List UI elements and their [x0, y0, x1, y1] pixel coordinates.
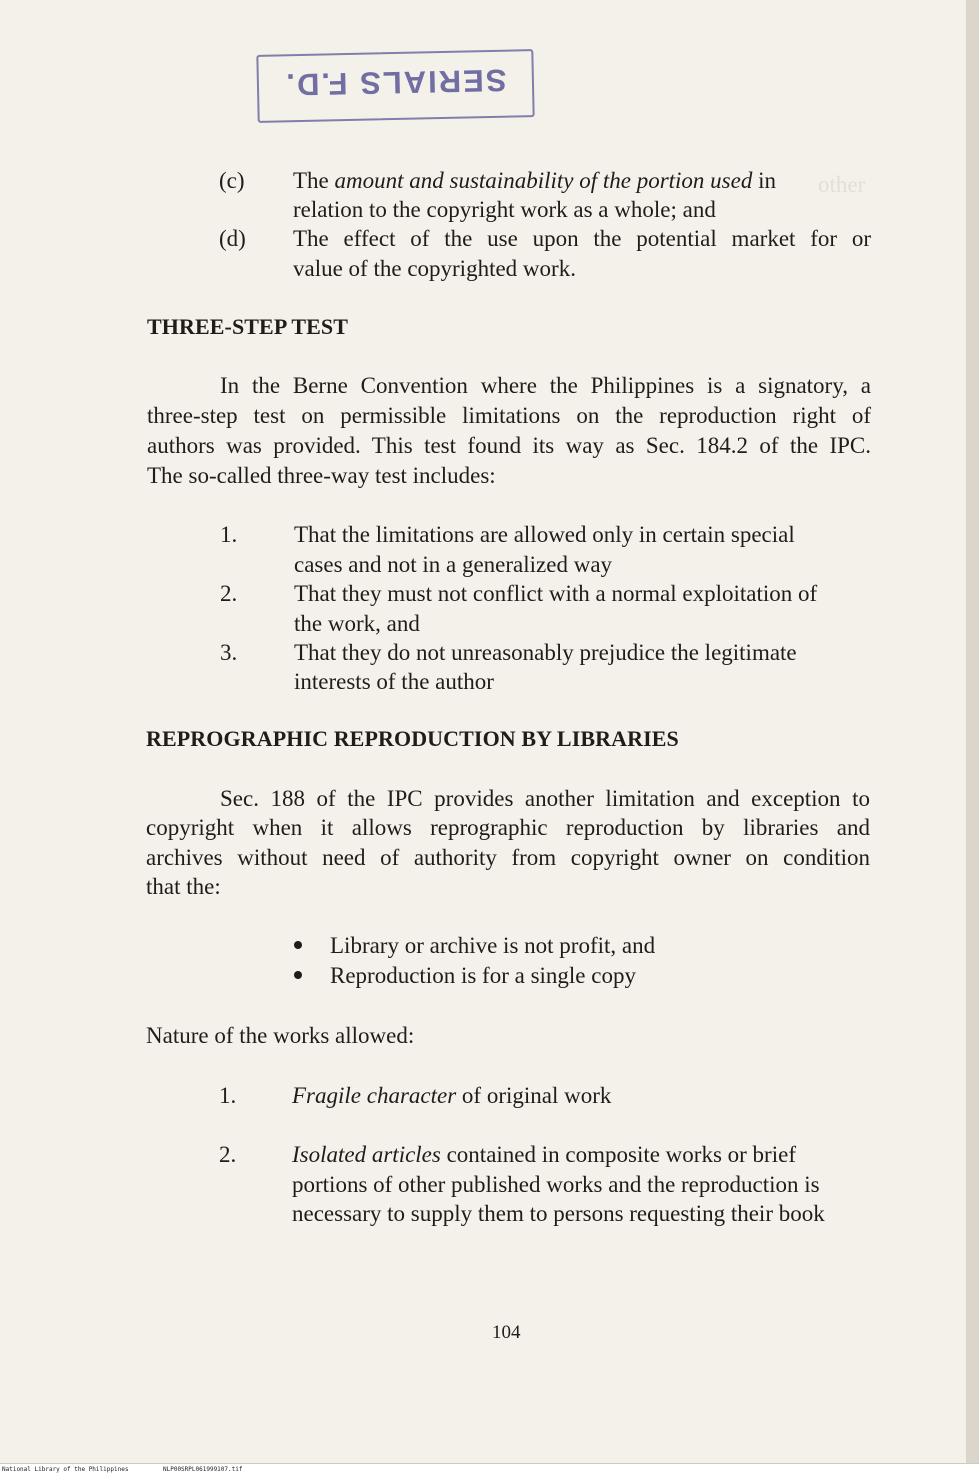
footer-file-name: NLP00SRPL061999107.tif: [163, 1466, 243, 1473]
bleed-through-text: other: [818, 172, 866, 197]
three-step-para-line-3: authors was provided. This test found its way as Sec. 184.2 of the IPC.: [147, 433, 871, 458]
three-step-item-2-num: 2.: [220, 581, 238, 606]
bullet-icon: [294, 971, 302, 979]
three-step-item-1-num: 1.: [220, 522, 238, 547]
repro-item-2-line3: necessary to supply them to persons requesting their book: [292, 1201, 825, 1226]
repro-para-line-4: that the:: [146, 874, 221, 899]
reprographic-heading: REPROGRAPHIC REPRODUCTION BY LIBRARIES: [146, 726, 679, 751]
item-c-line1: The amount and sustainability of the portion used in: [293, 168, 776, 193]
repro-para-line-1: Sec. 188 of the IPC provides another limitation and exception to: [220, 786, 870, 811]
three-step-item-3-line1: That they do not unreasonably prejudice the legitimate: [294, 640, 797, 665]
page-edge: [966, 0, 979, 1464]
nature-label: Nature of the works allowed:: [146, 1023, 415, 1048]
three-step-item-2-line1: That they must not conflict with a normal exploitation of: [294, 581, 818, 606]
repro-bullet-2: Reproduction is for a single copy: [330, 963, 636, 988]
repro-item-2-line2: portions of other published works and the reproduction is: [292, 1172, 820, 1197]
three-step-item-1-line2: cases and not in a generalized way: [294, 552, 613, 577]
three-step-item-3-num: 3.: [220, 640, 238, 665]
three-step-heading: THREE-STEP TEST: [147, 314, 349, 339]
item-d-line2: value of the copyrighted work.: [293, 256, 576, 281]
three-step-item-1-line1: That the limitations are allowed only in certain special: [294, 522, 795, 547]
stamp-text: SERIALS F.D.: [284, 62, 507, 103]
repro-item-2-num: 2.: [219, 1142, 237, 1167]
three-step-para-line-2: three-step test on permissible limitations on the reproduction right of: [147, 403, 871, 428]
three-step-item-3-line2: interests of the author: [294, 669, 494, 694]
item-d-marker: (d): [219, 226, 246, 251]
footer-library-name: National Library of the Philippines: [2, 1466, 129, 1473]
repro-para-line-2: copyright when it allows reprographic reproduction by libraries and: [146, 815, 870, 840]
scan-footer: [0, 1463, 979, 1477]
bullet-icon: [294, 941, 302, 949]
repro-item-1-num: 1.: [219, 1083, 237, 1108]
three-step-para-line-1: In the Berne Convention where the Philippines is a signatory, a: [220, 373, 871, 398]
item-c-marker: (c): [219, 168, 245, 193]
repro-item-2-line1: Isolated articles contained in composite works or brief: [292, 1142, 796, 1167]
repro-para-line-3: archives without need of authority from copyright owner on condition: [146, 845, 870, 870]
three-step-item-2-line2: the work, and: [294, 611, 420, 636]
item-d-line1: The effect of the use upon the potential market for or: [293, 226, 871, 251]
serials-stamp: [256, 49, 534, 123]
repro-bullet-1: Library or archive is not profit, and: [330, 933, 656, 958]
item-c-line2: relation to the copyright work as a whole; and: [293, 197, 716, 222]
page-number: 104: [492, 1322, 521, 1343]
repro-item-1-line1: Fragile character of original work: [292, 1083, 612, 1108]
three-step-para-line-4: The so-called three-way test includes:: [147, 463, 496, 488]
